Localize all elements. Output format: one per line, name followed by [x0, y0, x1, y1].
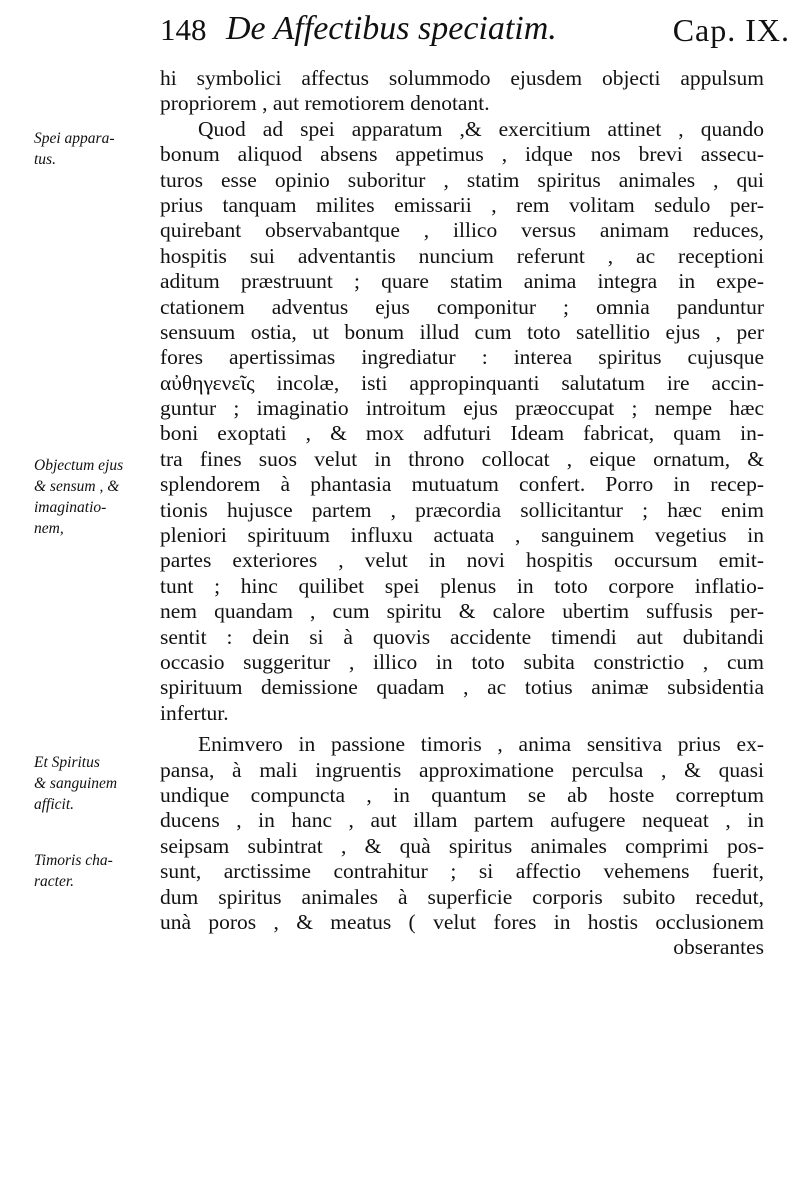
- margin-note-line: Spei appara-: [34, 130, 115, 147]
- text-line: splendorem à phantasia mutuatum confert. Porro in recep-: [160, 472, 764, 497]
- text-line: pansa, à mali ingruentis approximatione perculsa , & quasi: [160, 757, 764, 782]
- margin-note-spiritus: [34, 752, 156, 815]
- catchword: obserantes: [673, 935, 764, 960]
- text-line: boni exoptati , & mox adfuturi Ideam fabricat, quam in-: [160, 421, 764, 446]
- chapter-label: Cap. IX.: [672, 12, 790, 48]
- text-line: turos esse opinio suboritur , statim spiritus animales , qui: [160, 167, 764, 192]
- text-line: fores apertissimas ingrediatur : interea spiritus cujusque: [160, 345, 764, 370]
- text-line: αὐθηγενεῖς incolæ, isti appropinquanti salutatum ire accin-: [160, 370, 764, 395]
- body-text: [160, 66, 764, 961]
- text-line: infertur.: [160, 700, 229, 725]
- margin-note-line: Timoris cha-: [34, 852, 113, 869]
- text-line: propriorem , aut remotiorem denotant.: [160, 91, 490, 116]
- text-line: hospitis sui adventantis nuncium referunt , ac receptioni: [160, 243, 764, 268]
- margin-note-line: tus.: [34, 151, 56, 168]
- text-line: guntur ; imaginatio introitum ejus præoccupat ; nempe hæc: [160, 396, 764, 421]
- text-line: sentit : dein si à quovis accidente timendi aut dubitandi: [160, 624, 764, 649]
- text-line: tra fines suos velut in throno collocat , eique ornatum, &: [160, 446, 764, 471]
- text-line: sunt, arctissime contrahitur ; si affectio vehemens fuerit,: [160, 859, 764, 884]
- text-line: hi symbolici affectus solummodo ejusdem objecti appulsum: [160, 66, 764, 90]
- text-line: dum spiritus animales à superficie corporis subito recedut,: [160, 884, 764, 909]
- text-line: pleniori spirituum influxu actuata , sanguinem vegetius in: [160, 523, 764, 548]
- text-line: tionis hujusce partem , præcordia sollicitantur ; hæc enim: [160, 497, 764, 522]
- text-line: prius tanquam milites emissarii , rem volitam sedulo per-: [160, 192, 764, 217]
- page-number: 148: [160, 12, 207, 47]
- margin-note-spei-apparatus: [34, 128, 156, 170]
- text-line: seipsam subintrat , & quà spiritus animales comprimi pos-: [160, 833, 764, 858]
- margin-note-objectum: [34, 455, 156, 539]
- margin-note-line: Et Spiritus: [34, 754, 100, 771]
- text-line: spirituum demissione quadam , ac totius animæ subsidentia: [160, 675, 764, 700]
- margin-note-line: & sanguinem: [34, 775, 118, 792]
- margin-note-timoris: [34, 850, 156, 892]
- text-line: nem quandam , cum spiritu & calore ubertim suffusis per-: [160, 599, 764, 624]
- margin-note-line: racter.: [34, 873, 75, 890]
- text-line: sensuum ostia, ut bonum illud cum toto satellitio ejus , per: [160, 319, 764, 344]
- text-line: partes exteriores , velut in novi hospitis occursum emit-: [160, 548, 764, 573]
- text-line: Enimvero in passione timoris , anima sensitiva prius ex-: [198, 732, 764, 757]
- text-line: aditum præstruunt ; quare statim anima integra in expe-: [160, 269, 764, 294]
- running-title: De Affectibus speciatim.: [226, 10, 557, 47]
- text-line: unà poros , & meatus ( velut fores in hostis occlusionem: [160, 909, 764, 934]
- margin-note-line: nem,: [34, 520, 64, 537]
- margin-note-line: & sensum , &: [34, 478, 120, 495]
- text-line: ducens , in hanc , aut illam partem aufugere nequeat , in: [160, 808, 764, 833]
- text-line: tunt ; hinc quilibet spei plenus in toto corpore inflatio-: [160, 573, 764, 598]
- running-head: [160, 6, 790, 54]
- text-line: ctationem adventus ejus componitur ; omnia panduntur: [160, 294, 764, 319]
- margin-note-line: afficit.: [34, 796, 75, 813]
- margin-note-line: imaginatio-: [34, 499, 107, 516]
- text-line: undique compuncta , in quantum se ab hoste correptum: [160, 782, 764, 807]
- text-line: bonum aliquod absens appetimus , idque nos brevi assecu-: [160, 142, 764, 167]
- margin-note-line: Objectum ejus: [34, 457, 124, 474]
- text-line: occasio suggeritur , illico in toto subita constrictio , cum: [160, 649, 764, 674]
- text-line: quirebant observabantque , illico versus animam reduces,: [160, 218, 764, 243]
- text-line: Quod ad spei apparatum ,& exercitium attinet , quando: [198, 116, 764, 141]
